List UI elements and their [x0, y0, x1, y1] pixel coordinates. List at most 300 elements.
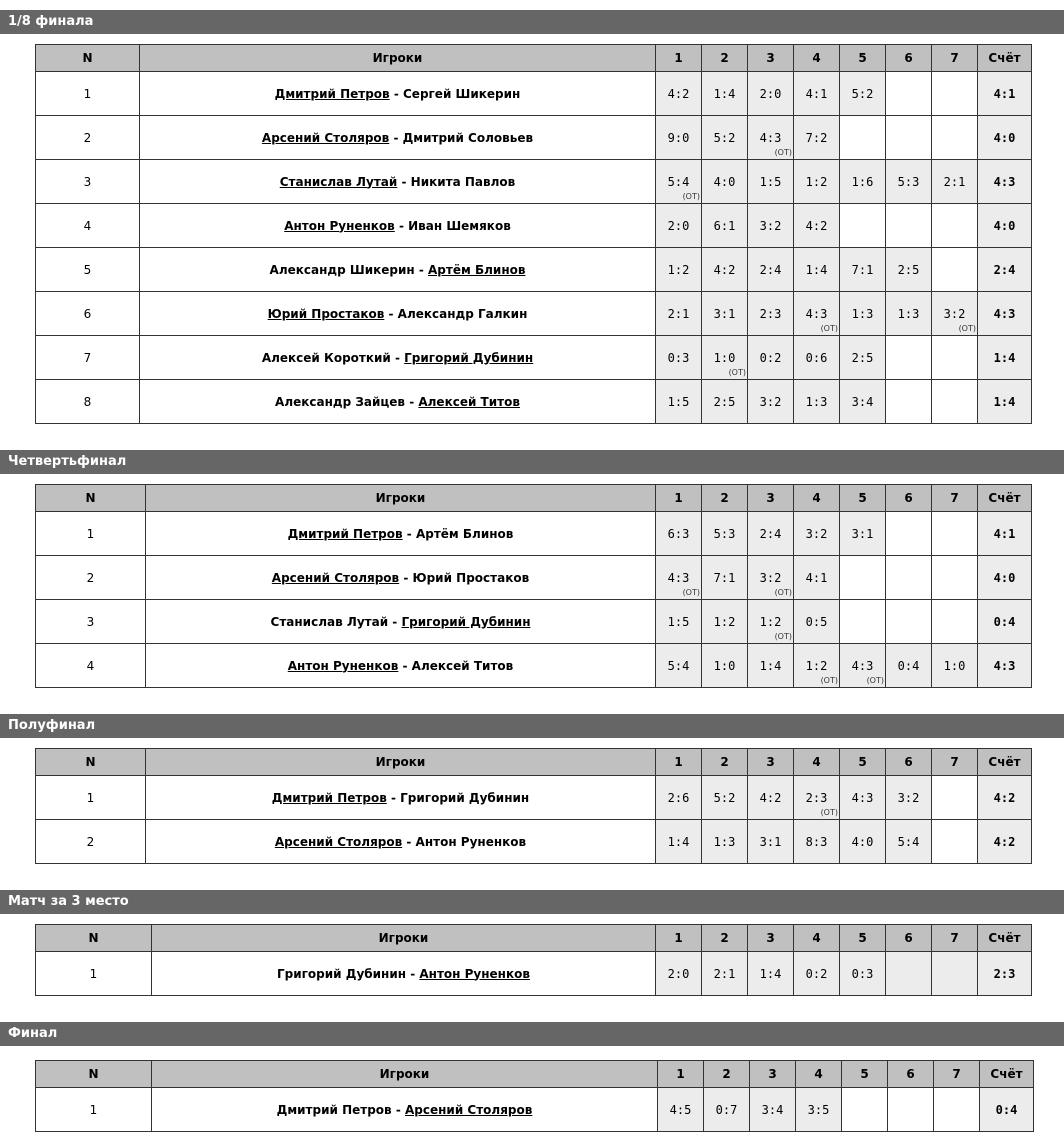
set-score: 1:3	[851, 306, 874, 321]
set-score: 0:7	[715, 1102, 738, 1117]
set-score: 0:3	[851, 966, 874, 981]
column-header-set-7: 7	[932, 485, 978, 512]
table-header-row	[36, 485, 1032, 512]
set-score-cell	[702, 160, 748, 204]
player-name: Артём Блинов	[415, 526, 514, 541]
table-row	[36, 336, 1032, 380]
set-score-cell	[748, 380, 794, 424]
set-score-cell	[886, 820, 932, 864]
set-score: 5:4	[667, 174, 690, 189]
set-score-cell	[656, 72, 702, 116]
set-score-cell	[656, 248, 702, 292]
set-score-cell	[748, 336, 794, 380]
column-header-players: Игроки	[146, 749, 656, 776]
player-link-winner[interactable]: Григорий Дубинин	[401, 614, 531, 629]
match-players	[152, 952, 656, 996]
set-score-cell	[656, 204, 702, 248]
set-score-cell	[886, 72, 932, 116]
table-row	[36, 380, 1032, 424]
match-players	[146, 820, 656, 864]
players-separator: -	[384, 306, 398, 321]
column-header-set-1: 1	[656, 749, 702, 776]
column-header-set-3: 3	[748, 749, 794, 776]
set-score-cell	[888, 1088, 934, 1132]
set-score-cell	[656, 160, 702, 204]
set-score-cell	[656, 644, 702, 688]
table-header-row	[36, 749, 1032, 776]
set-score-cell	[932, 292, 978, 336]
set-score-cell	[656, 380, 702, 424]
column-header-set-2: 2	[702, 749, 748, 776]
set-score-cell	[702, 644, 748, 688]
set-score-cell	[840, 600, 886, 644]
set-score-cell	[794, 556, 840, 600]
set-score: 0:2	[805, 966, 828, 981]
column-header-set-3: 3	[748, 45, 794, 72]
set-score-cell	[886, 160, 932, 204]
set-score: 0:5	[805, 614, 828, 629]
set-score-cell	[702, 292, 748, 336]
player-link-winner[interactable]: Дмитрий Петров	[287, 526, 403, 541]
player-name: Юрий Простаков	[412, 570, 530, 585]
set-score: 9:0	[667, 130, 690, 145]
column-header-set-4: 4	[794, 749, 840, 776]
set-score: 4:3	[759, 130, 782, 145]
player-name: Иван Шемяков	[408, 218, 511, 233]
column-header-set-7: 7	[932, 925, 978, 952]
match-players	[140, 160, 656, 204]
set-score: 2:4	[759, 526, 782, 541]
player-link-winner[interactable]: Станислав Лутай	[279, 174, 398, 189]
match-score: 0:4	[980, 1088, 1034, 1132]
match-score: 4:0	[978, 116, 1032, 160]
table-row	[36, 72, 1032, 116]
column-header-players: Игроки	[152, 925, 656, 952]
set-score-cell	[886, 556, 932, 600]
set-score: 1:2	[805, 174, 828, 189]
set-score: 3:1	[759, 834, 782, 849]
set-score: 4:1	[805, 86, 828, 101]
players-separator: -	[388, 614, 402, 629]
set-score: 0:2	[759, 350, 782, 365]
player-link-winner[interactable]: Арсений Столяров	[405, 1102, 533, 1117]
player-name: Станислав Лутай	[270, 614, 389, 629]
column-header-set-7: 7	[932, 749, 978, 776]
set-score: 3:2	[759, 570, 782, 585]
set-score-cell	[794, 776, 840, 820]
set-score: 6:3	[667, 526, 690, 541]
set-score-cell	[748, 72, 794, 116]
section-header: Финал	[0, 1022, 1064, 1046]
set-score: 4:3	[851, 658, 874, 673]
players-separator: -	[399, 570, 413, 585]
column-header-set-2: 2	[704, 1061, 750, 1088]
match-score: 4:0	[978, 204, 1032, 248]
set-score-cell	[794, 204, 840, 248]
overtime-marker: (ОТ)	[820, 324, 838, 333]
set-score: 2:4	[759, 262, 782, 277]
table-row	[36, 556, 1032, 600]
set-score: 3:4	[761, 1102, 784, 1117]
set-score-cell	[840, 204, 886, 248]
set-score: 7:2	[805, 130, 828, 145]
column-header-set-7: 7	[934, 1061, 980, 1088]
overtime-marker: (ОТ)	[774, 148, 792, 157]
set-score: 4:2	[667, 86, 690, 101]
match-score: 4:1	[978, 72, 1032, 116]
overtime-marker: (ОТ)	[820, 808, 838, 817]
set-score-cell	[656, 292, 702, 336]
set-score: 7:1	[851, 262, 874, 277]
match-number: 3	[36, 600, 146, 644]
set-score-cell	[840, 116, 886, 160]
player-link-winner[interactable]: Алексей Титов	[418, 394, 520, 409]
set-score-cell	[702, 512, 748, 556]
set-score-cell	[840, 644, 886, 688]
match-players	[140, 116, 656, 160]
set-score-cell	[840, 512, 886, 556]
table-row	[36, 644, 1032, 688]
set-score-cell	[794, 512, 840, 556]
column-header-set-6: 6	[886, 925, 932, 952]
column-header-set-1: 1	[658, 1061, 704, 1088]
set-score-cell	[748, 116, 794, 160]
match-score: 1:4	[978, 336, 1032, 380]
match-score: 4:3	[978, 160, 1032, 204]
column-header-set-6: 6	[886, 485, 932, 512]
table-row	[36, 116, 1032, 160]
set-score-cell	[932, 336, 978, 380]
match-players	[140, 380, 656, 424]
set-score: 5:2	[713, 790, 736, 805]
column-header-set-4: 4	[794, 925, 840, 952]
set-score-cell	[886, 204, 932, 248]
set-score: 1:4	[805, 262, 828, 277]
table-row	[36, 600, 1032, 644]
table-row	[36, 248, 1032, 292]
set-score: 0:4	[897, 658, 920, 673]
match-number: 4	[36, 644, 146, 688]
match-score: 2:3	[978, 952, 1032, 996]
column-header-set-5: 5	[842, 1061, 888, 1088]
set-score-cell	[656, 600, 702, 644]
player-name: Григорий Дубинин	[277, 966, 407, 981]
column-header-n: N	[36, 1061, 152, 1088]
match-number: 2	[36, 556, 146, 600]
set-score-cell	[656, 512, 702, 556]
set-score: 3:1	[713, 306, 736, 321]
set-score-cell	[748, 292, 794, 336]
table-header-row	[36, 925, 1032, 952]
column-header-set-5: 5	[840, 485, 886, 512]
set-score-cell	[932, 160, 978, 204]
set-score-cell	[934, 1088, 980, 1132]
overtime-marker: (ОТ)	[682, 588, 700, 597]
match-players	[140, 204, 656, 248]
player-link-winner[interactable]: Арсений Столяров	[271, 570, 400, 585]
set-score-cell	[702, 952, 748, 996]
set-score: 1:0	[713, 658, 736, 673]
table-row	[36, 292, 1032, 336]
set-score: 8:3	[805, 834, 828, 849]
set-score: 2:0	[759, 86, 782, 101]
set-score: 2:1	[713, 966, 736, 981]
set-score-cell	[840, 952, 886, 996]
set-score-cell	[932, 116, 978, 160]
results-table	[35, 44, 1032, 424]
set-score-cell	[656, 820, 702, 864]
player-name: Дмитрий Петров	[276, 1102, 392, 1117]
player-name: Антон Руненков	[415, 834, 527, 849]
column-header-set-6: 6	[888, 1061, 934, 1088]
set-score-cell	[840, 820, 886, 864]
column-header-set-1: 1	[656, 925, 702, 952]
set-score-cell	[886, 380, 932, 424]
match-players	[140, 336, 656, 380]
column-header-set-4: 4	[794, 485, 840, 512]
set-score-cell	[702, 820, 748, 864]
set-score-cell	[932, 776, 978, 820]
player-link-winner[interactable]: Антон Руненков	[419, 966, 530, 981]
set-score-cell	[702, 248, 748, 292]
set-score: 1:5	[759, 174, 782, 189]
match-score: 4:1	[978, 512, 1032, 556]
player-link-winner[interactable]: Антон Руненков	[284, 218, 395, 233]
player-name: Дмитрий Соловьев	[402, 130, 534, 145]
column-header-players: Игроки	[146, 485, 656, 512]
overtime-marker: (ОТ)	[774, 632, 792, 641]
table-row	[36, 512, 1032, 556]
results-table	[35, 748, 1032, 864]
set-score: 3:2	[943, 306, 966, 321]
set-score-cell	[840, 380, 886, 424]
set-score-cell	[656, 952, 702, 996]
match-number: 1	[36, 952, 152, 996]
set-score: 1:6	[851, 174, 874, 189]
set-score: 3:4	[851, 394, 874, 409]
set-score: 1:0	[713, 350, 736, 365]
match-score: 1:4	[978, 380, 1032, 424]
set-score: 5:4	[897, 834, 920, 849]
set-score: 2:1	[667, 306, 690, 321]
set-score: 1:3	[897, 306, 920, 321]
player-name: Александр Галкин	[397, 306, 528, 321]
section-header: Четвертьфинал	[0, 450, 1064, 474]
match-players	[146, 556, 656, 600]
set-score-cell	[932, 512, 978, 556]
column-header-players: Игроки	[140, 45, 656, 72]
set-score-cell	[794, 292, 840, 336]
match-score: 4:2	[978, 776, 1032, 820]
player-link-winner[interactable]: Арсений Столяров	[274, 834, 403, 849]
column-header-n: N	[36, 45, 140, 72]
player-link-winner[interactable]: Дмитрий Петров	[271, 790, 387, 805]
player-link-winner[interactable]: Антон Руненков	[287, 658, 399, 673]
player-name: Алексей Титов	[411, 658, 514, 673]
column-header-set-4: 4	[794, 45, 840, 72]
set-score: 4:5	[669, 1102, 692, 1117]
set-score-cell	[748, 776, 794, 820]
column-header-n: N	[36, 485, 146, 512]
set-score: 7:1	[713, 570, 736, 585]
set-score: 0:3	[667, 350, 690, 365]
set-score-cell	[886, 952, 932, 996]
set-score-cell	[886, 336, 932, 380]
column-header-set-5: 5	[840, 925, 886, 952]
set-score-cell	[748, 204, 794, 248]
column-header-set-1: 1	[656, 45, 702, 72]
set-score: 2:1	[943, 174, 966, 189]
set-score-cell	[794, 380, 840, 424]
set-score-cell	[932, 952, 978, 996]
match-players	[140, 72, 656, 116]
players-separator: -	[402, 834, 416, 849]
players-separator: -	[390, 350, 405, 365]
set-score-cell	[796, 1088, 842, 1132]
players-separator: -	[398, 658, 412, 673]
player-name: Сергей Шикерин	[403, 86, 521, 101]
set-score-cell	[932, 204, 978, 248]
set-score: 1:4	[667, 834, 690, 849]
set-score: 6:1	[713, 218, 736, 233]
set-score-cell	[932, 248, 978, 292]
set-score-cell	[932, 556, 978, 600]
match-number: 6	[36, 292, 140, 336]
column-header-n: N	[36, 749, 146, 776]
column-header-set-1: 1	[656, 485, 702, 512]
set-score: 3:2	[897, 790, 920, 805]
set-score-cell	[840, 776, 886, 820]
set-score-cell	[748, 512, 794, 556]
set-score-cell	[794, 336, 840, 380]
set-score: 2:0	[667, 218, 690, 233]
column-header-score: Счёт	[978, 925, 1032, 952]
set-score-cell	[748, 248, 794, 292]
overtime-marker: (ОТ)	[774, 588, 792, 597]
column-header-set-7: 7	[932, 45, 978, 72]
match-score: 4:0	[978, 556, 1032, 600]
player-link-winner[interactable]: Дмитрий Петров	[274, 86, 390, 101]
match-number: 2	[36, 116, 140, 160]
set-score-cell	[748, 556, 794, 600]
column-header-set-5: 5	[840, 749, 886, 776]
column-header-score: Счёт	[978, 485, 1032, 512]
column-header-set-3: 3	[748, 925, 794, 952]
set-score: 4:3	[667, 570, 690, 585]
set-score: 0:6	[805, 350, 828, 365]
set-score-cell	[932, 380, 978, 424]
players-separator: -	[391, 1102, 405, 1117]
player-name: Григорий Дубинин	[400, 790, 530, 805]
overtime-marker: (ОТ)	[866, 676, 884, 685]
table-row	[36, 1088, 1034, 1132]
column-header-players: Игроки	[152, 1061, 658, 1088]
set-score: 1:2	[759, 614, 782, 629]
player-link-winner[interactable]: Юрий Простаков	[267, 306, 385, 321]
set-score: 3:1	[851, 526, 874, 541]
set-score-cell	[840, 72, 886, 116]
column-header-set-3: 3	[748, 485, 794, 512]
player-name: Алексей Короткий	[261, 350, 391, 365]
column-header-set-6: 6	[886, 749, 932, 776]
set-score-cell	[840, 336, 886, 380]
set-score: 5:3	[713, 526, 736, 541]
set-score-cell	[702, 336, 748, 380]
set-score-cell	[702, 380, 748, 424]
set-score-cell	[656, 116, 702, 160]
set-score: 2:3	[805, 790, 828, 805]
set-score: 2:5	[897, 262, 920, 277]
match-number: 1	[36, 776, 146, 820]
set-score: 5:2	[851, 86, 874, 101]
match-number: 1	[36, 512, 146, 556]
set-score-cell	[886, 776, 932, 820]
set-score: 4:2	[759, 790, 782, 805]
set-score-cell	[748, 600, 794, 644]
column-header-set-5: 5	[840, 45, 886, 72]
overtime-marker: (ОТ)	[728, 368, 746, 377]
set-score: 1:4	[759, 658, 782, 673]
set-score-cell	[750, 1088, 796, 1132]
match-score: 2:4	[978, 248, 1032, 292]
set-score-cell	[658, 1088, 704, 1132]
players-separator: -	[406, 966, 420, 981]
players-separator: -	[402, 526, 416, 541]
column-header-set-2: 2	[702, 45, 748, 72]
set-score: 2:3	[759, 306, 782, 321]
set-score: 3:5	[807, 1102, 830, 1117]
set-score-cell	[794, 644, 840, 688]
set-score-cell	[886, 292, 932, 336]
set-score-cell	[656, 776, 702, 820]
column-header-set-6: 6	[886, 45, 932, 72]
match-number: 4	[36, 204, 140, 248]
set-score: 5:3	[897, 174, 920, 189]
set-score-cell	[704, 1088, 750, 1132]
set-score: 2:6	[667, 790, 690, 805]
set-score: 1:2	[667, 262, 690, 277]
set-score-cell	[748, 952, 794, 996]
column-header-set-4: 4	[796, 1061, 842, 1088]
section-header: Полуфинал	[0, 714, 1064, 738]
table-row	[36, 204, 1032, 248]
table-header-row	[36, 1061, 1034, 1088]
set-score-cell	[748, 644, 794, 688]
column-header-score: Счёт	[980, 1061, 1034, 1088]
table-row	[36, 160, 1032, 204]
player-link-winner[interactable]: Артём Блинов	[428, 262, 526, 277]
set-score: 4:3	[851, 790, 874, 805]
set-score-cell	[794, 820, 840, 864]
set-score: 3:2	[759, 394, 782, 409]
set-score-cell	[748, 160, 794, 204]
overtime-marker: (ОТ)	[958, 324, 976, 333]
match-score: 4:3	[978, 292, 1032, 336]
match-score: 4:2	[978, 820, 1032, 864]
set-score-cell	[748, 820, 794, 864]
player-link-winner[interactable]: Арсений Столяров	[261, 130, 390, 145]
set-score-cell	[794, 952, 840, 996]
column-header-set-2: 2	[702, 485, 748, 512]
column-header-set-2: 2	[702, 925, 748, 952]
players-separator: -	[394, 218, 409, 233]
player-link-winner[interactable]: Григорий Дубинин	[404, 350, 534, 365]
match-score: 0:4	[978, 600, 1032, 644]
match-players	[146, 776, 656, 820]
set-score-cell	[656, 336, 702, 380]
set-score: 1:4	[759, 966, 782, 981]
set-score-cell	[702, 776, 748, 820]
